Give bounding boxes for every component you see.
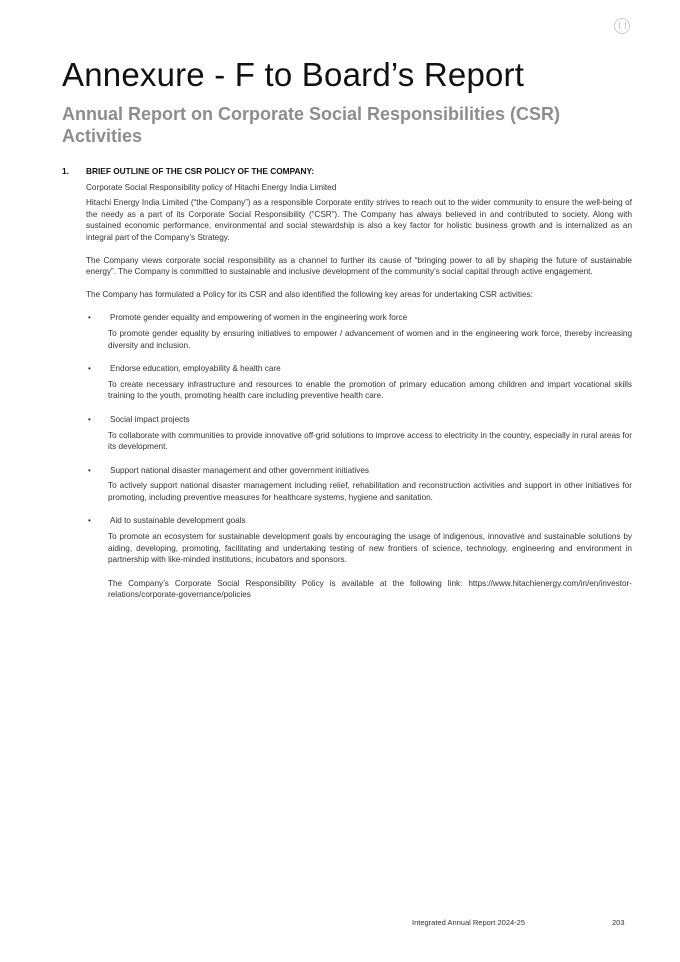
- paragraph: The Company views corporate social responsibility as a channel to further its cause of “bringing power to all by shaping the future of sustainable energy”. The Company is committed to sustainable and inclusive development of the community’s social capital through active engagement.: [86, 255, 632, 277]
- focus-area-title: Aid to sustainable development goals: [110, 516, 246, 526]
- list-item: [86, 465, 632, 504]
- focus-area-body: To promote an ecosystem for sustainable development goals by encouraging the usage of indigenous, innovative and sustainable solutions by aiding, developing, promoting, facilitating and undertaking testing of new frontiers of science, technology, engineering and environment in partnership with like-minded institutions, incubators and sponsors.: [108, 532, 632, 565]
- focus-area-title: Support national disaster management and other government initiatives: [110, 465, 369, 475]
- section-heading: [62, 166, 632, 178]
- focus-area-body: To promote gender equality by ensuring initiatives to empower / advancement of women and in the engineering work force, thereby increasing diversity and inclusion.: [108, 328, 632, 350]
- bullet-icon: •: [88, 465, 91, 475]
- list-item: [86, 312, 632, 351]
- csr-section: [62, 166, 632, 601]
- policy-paragraph: [62, 578, 632, 601]
- focus-area-title: Promote gender equality and empowering of women in the engineering work force: [110, 313, 408, 323]
- policy-text: The Company’s Corporate Social Responsibility Policy is available at the following link:: [108, 578, 463, 588]
- list-item: [86, 414, 632, 453]
- focus-area-body: To collaborate with communities to provide innovative off-grid solutions to improve access to electricity in the country, especially in rural areas for its development.: [108, 430, 632, 452]
- focus-area-body: To actively support national disaster management including relief, rehabilitation and reconstruction activities and support in other initiatives for promoting, including preventive measures for healthcare systems, hygiene and sanitation.: [108, 481, 632, 502]
- paragraph: Hitachi Energy India Limited (“the Company”) as a responsible Corporate entity strives to reach out to the wider community to ensure the well-being of the needy as a part of its Corporate Social Responsibility (“CSR”). The Company has always believed in and contributed to society. Along with sustained economic performance, environmental and social stewardship is also a key factor for holistic business growth and is internalized as an integral part of the Company’s Strategy.: [86, 198, 632, 242]
- section-title: BRIEF OUTLINE OF THE CSR POLICY OF THE COMPANY:: [86, 166, 315, 176]
- bullet-icon: •: [88, 516, 91, 526]
- bullet-icon: •: [88, 313, 91, 323]
- list-item: [86, 515, 632, 565]
- focus-area-title: Endorse education, employability & health care: [110, 364, 281, 374]
- focus-area-title: Social impact projects: [110, 414, 190, 424]
- bullet-icon: •: [88, 414, 91, 424]
- focus-area-list: [86, 312, 632, 566]
- logo-mark-icon: [614, 18, 630, 34]
- section-subheading: Corporate Social Responsibility policy of Hitachi Energy India Limited: [86, 182, 337, 192]
- list-item: [86, 363, 632, 402]
- page-title: Annexure - F to Board’s Report: [62, 56, 525, 93]
- section-number: 1.: [62, 166, 69, 176]
- page-number: 203: [612, 918, 625, 927]
- page-subtitle: Annual Report on Corporate Social Responsibilities (CSR) Activities: [62, 104, 561, 146]
- footer-report-name: Integrated Annual Report 2024-25: [412, 918, 526, 927]
- focus-area-body: To create necessary infrastructure and resources to enable the promotion of primary education among children and impart vocational skills training to the youth, promoting health care including preventive health care.: [108, 379, 632, 401]
- paragraph: The Company has formulated a Policy for its CSR and also identified the following key areas for undertaking CSR activities:: [86, 289, 533, 299]
- policy-link[interactable]: https://www.hitachienergy.com/in/en/investor-relations/corporate-governance/policies: [108, 578, 633, 600]
- bullet-icon: •: [88, 364, 91, 374]
